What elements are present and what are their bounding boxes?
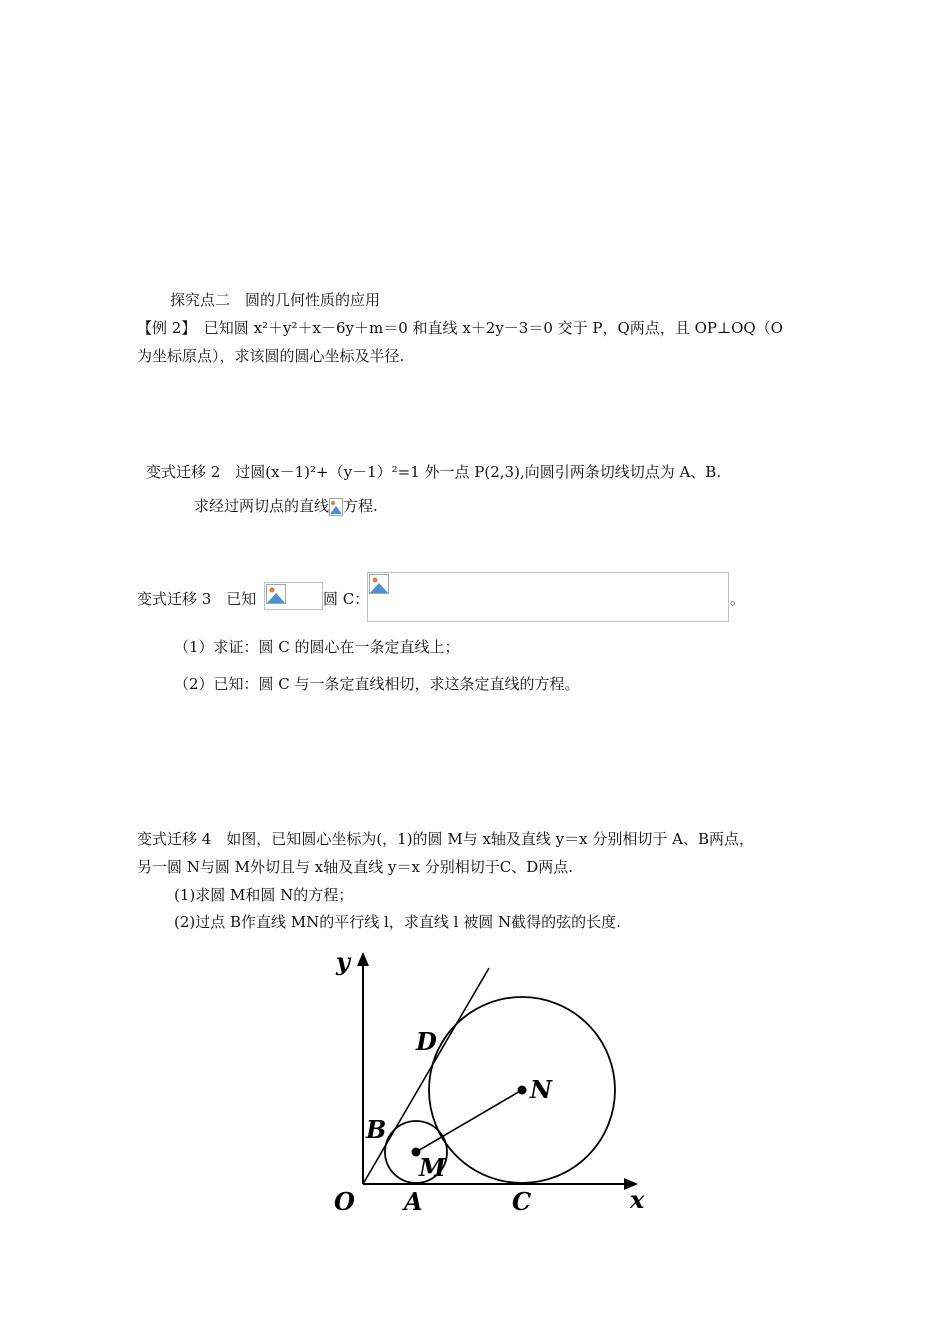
segment-mn [416, 1090, 522, 1152]
variant4-q1: (1)求圆 M和圆 N的方程； [174, 886, 354, 904]
variant3-circle-label: 圆 C： [323, 590, 370, 608]
label-d: D [416, 1027, 437, 1056]
variant2-line1: 变式迁移 2 过圆(x－1)²+（y－1）²=1 外一点 P(2,3),向圆引两条切线切点为 A、B. [146, 463, 722, 481]
variant2-line2 [194, 496, 378, 516]
variant3-end-mark: 。 [730, 590, 746, 608]
broken-image-icon [329, 498, 343, 516]
broken-image-icon [369, 574, 389, 594]
point-n [518, 1086, 527, 1095]
example2-line1: 【例 2】 已知圆 x²＋y²＋x－6y＋m＝0 和直线 x＋2y－3＝0 交于 P，Q两点，且 OP⊥OQ（O [137, 319, 783, 337]
geometry-figure [320, 946, 660, 1230]
y-axis-arrow [357, 952, 369, 966]
variant4-line2a: 另一圆 N与圆 M外切且与 x轴及直线 y＝x 分别相切于 [137, 858, 500, 876]
example2-line2-text: 为坐标原点），求该圆的圆心坐标及半径. [137, 347, 405, 365]
section-title: 探究点二 圆的几何性质的应用 [170, 291, 381, 309]
geometry-figure-svg [320, 946, 660, 1226]
example2-line2 [137, 346, 404, 366]
variant2-line2a: 求经过两切点的直线 [194, 497, 330, 515]
label-b: B [366, 1115, 387, 1144]
variant4-line1: 变式迁移 4 如图，已知圆心坐标为(，1)的圆 M与 x轴及直线 y＝x 分别相切于 A、B两点， [137, 830, 755, 848]
image-placeholder-box-large [367, 572, 729, 622]
variant4-line2 [137, 857, 573, 877]
label-n: N [530, 1075, 552, 1104]
variant3-q1: （1）求证：圆 C 的圆心在一条定直线上； [174, 638, 460, 656]
variant2-line2b: 方程. [343, 497, 378, 515]
label-o: O [334, 1187, 355, 1216]
broken-image-icon [266, 584, 286, 604]
label-x: x [630, 1185, 645, 1214]
variant4-line2b: C、D两点. [499, 858, 574, 876]
variant4-q2: (2)过点 B作直线 MN的平行线 l，求直线 l 被圆 N截得的弦的长度. [174, 913, 621, 931]
label-m: M [419, 1153, 446, 1182]
variant3-label: 变式迁移 3 已知 [137, 590, 257, 608]
image-placeholder-box-small [264, 582, 323, 610]
label-c: C [512, 1187, 532, 1216]
tangent-line [363, 968, 489, 1184]
label-a: A [404, 1187, 423, 1216]
label-y: y [336, 947, 350, 976]
variant3-q2: （2）已知：圆 C 与一条定直线相切，求这条定直线的方程。 [174, 675, 580, 693]
